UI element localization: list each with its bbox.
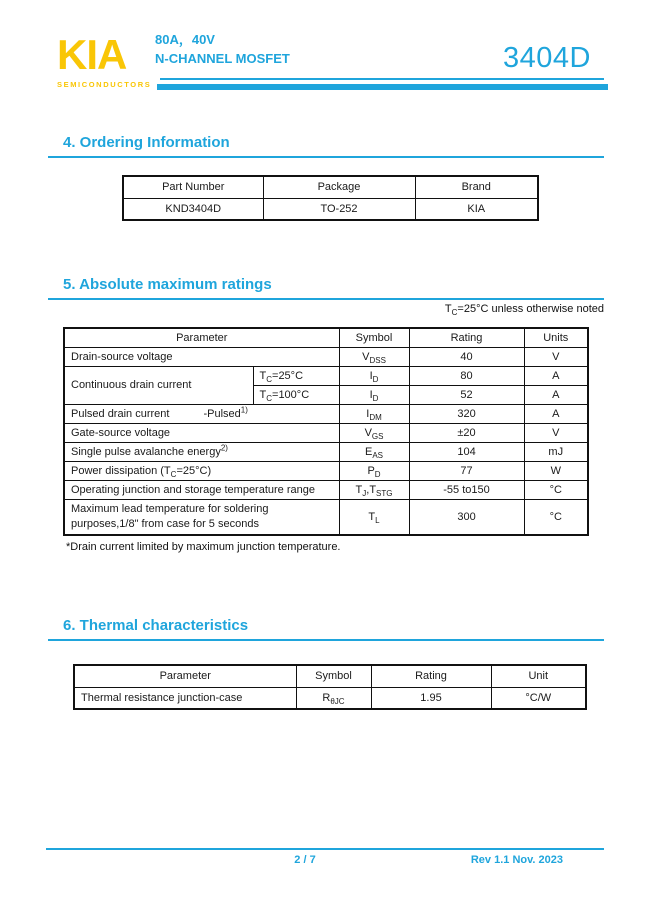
part-number-title: 3404D	[503, 42, 591, 74]
amr-param-pulsed-drain-current	[64, 404, 339, 423]
thermal-header-symbol: Symbol	[296, 665, 371, 687]
ordering-header-brand: Brand	[415, 176, 538, 198]
amr-header-symbol: Symbol	[339, 328, 409, 347]
thermal-characteristics-table	[73, 664, 587, 710]
amr-header-parameter: Parameter	[64, 328, 339, 347]
cond-text: =100°C	[272, 388, 310, 401]
amr-row-idm	[64, 404, 588, 423]
cond-sub: C	[266, 374, 273, 384]
amr-header-units: Units	[524, 328, 588, 347]
symbol-base: V	[362, 350, 370, 363]
amr-row-vgs	[64, 423, 588, 442]
drain-current-footnote: *Drain current limited by maximum junction temperature.	[66, 541, 341, 553]
amr-row-pd	[64, 461, 588, 480]
thermal-header-row	[74, 665, 586, 687]
amr-units-id-25c: A	[524, 366, 588, 385]
header-thick-divider	[157, 84, 608, 90]
device-spec	[155, 31, 290, 69]
symbol-sub: AS	[372, 450, 384, 460]
spec-line-ratings: 80A，40V	[155, 32, 215, 47]
amr-param-operating-temp-range: Operating junction and storage temperature range	[64, 480, 339, 499]
amr-symbol-vgs	[339, 423, 409, 442]
amr-rating-tj-tstg: -55 to150	[409, 480, 524, 499]
amr-header-row	[64, 328, 588, 347]
amr-symbol-idm	[339, 404, 409, 423]
amr-symbol-pd	[339, 461, 409, 480]
thermal-symbol-rjc	[296, 687, 371, 709]
symbol-sub: D	[374, 469, 381, 479]
symbol-sub: L	[375, 515, 380, 525]
thermal-data-row	[74, 687, 586, 709]
footer-divider	[46, 848, 604, 850]
symbol-base: T	[355, 483, 363, 496]
param-text-post: =25°C)	[176, 464, 212, 477]
symbol-separator: ,	[366, 483, 370, 496]
ordering-header-package: Package	[263, 176, 415, 198]
ordering-header-row	[123, 176, 538, 198]
param-text: Pulsed drain current	[71, 407, 170, 420]
symbol-sub: GS	[371, 431, 384, 441]
brand-logo	[57, 31, 152, 89]
cond-sub: C	[266, 393, 273, 403]
page-number: 2 / 7	[294, 854, 316, 866]
amr-units-tj-tstg: °C	[524, 480, 588, 499]
header-thin-divider	[160, 78, 604, 80]
amr-symbol-id2	[339, 385, 409, 404]
amr-rating-id-100c: 52	[409, 385, 524, 404]
note-subscript: C	[451, 308, 458, 318]
symbol-base: P	[367, 464, 375, 477]
amr-row-vdss	[64, 347, 588, 366]
revision-label: Rev 1.1 Nov. 2023	[470, 854, 563, 866]
symbol-base2: T	[369, 483, 377, 496]
conditions-note	[444, 303, 604, 318]
thermal-header-rating: Rating	[371, 665, 491, 687]
amr-units-pd: W	[524, 461, 588, 480]
logo-subtext: SEMICONDUCTORS	[57, 79, 152, 89]
symbol-base: E	[365, 445, 373, 458]
amr-param-gate-source-voltage: Gate-source voltage	[64, 423, 339, 442]
section4-underline	[48, 156, 604, 158]
amr-units-vgs: V	[524, 423, 588, 442]
symbol-sub: θJC	[330, 696, 345, 706]
symbol-base: T	[368, 510, 376, 523]
cond-base: T	[259, 369, 267, 382]
amr-param-lead-temperature: Maximum lead temperature for soldering purposes,1/8" from case for 5 seconds	[64, 499, 339, 535]
cond-text: =25°C	[272, 369, 304, 382]
amr-units-tl: °C	[524, 499, 588, 535]
ordering-package: TO-252	[263, 198, 415, 220]
amr-rating-id-25c: 80	[409, 366, 524, 385]
thermal-header-parameter: Parameter	[74, 665, 296, 687]
footnote-ref-2: 2)	[220, 442, 228, 452]
amr-row-id-25c	[64, 366, 588, 385]
symbol-sub: DM	[369, 412, 382, 422]
amr-symbol-tj-tstg	[339, 480, 409, 499]
amr-row-tj-tstg	[64, 480, 588, 499]
amr-symbol-id	[339, 366, 409, 385]
ordering-header-part-number: Part Number	[123, 176, 263, 198]
thermal-rating-rjc: 1.95	[371, 687, 491, 709]
amr-rating-pd: 77	[409, 461, 524, 480]
amr-units-vdss: V	[524, 347, 588, 366]
cond-base: T	[259, 388, 267, 401]
amr-rating-eas: 104	[409, 442, 524, 461]
amr-param-avalanche-energy	[64, 442, 339, 461]
thermal-unit-rjc: °C/W	[491, 687, 586, 709]
absolute-maximum-ratings-table	[63, 327, 589, 536]
ordering-brand: KIA	[415, 198, 538, 220]
note-text: =25°C unless otherwise noted	[457, 303, 604, 315]
ordering-data-row	[123, 198, 538, 220]
amr-units-idm: A	[524, 404, 588, 423]
amr-header-rating: Rating	[409, 328, 524, 347]
symbol-base: R	[322, 691, 331, 704]
symbol-sub: DSS	[369, 355, 386, 365]
amr-symbol-tl	[339, 499, 409, 535]
param-text2: -Pulsed	[203, 407, 241, 420]
amr-cond-tc100	[253, 385, 339, 404]
amr-units-eas: mJ	[524, 442, 588, 461]
footnote-ref-1: 1)	[240, 404, 248, 414]
section6-title: 6. Thermal characteristics	[63, 617, 249, 634]
note-symbol: T	[444, 303, 452, 315]
symbol-base: I	[369, 388, 373, 401]
amr-param-drain-source-voltage: Drain-source voltage	[64, 347, 339, 366]
section4-title: 4. Ordering Information	[63, 134, 230, 151]
amr-rating-vdss: 40	[409, 347, 524, 366]
amr-symbol-vdss	[339, 347, 409, 366]
amr-row-tl	[64, 499, 588, 535]
amr-units-id-100c: A	[524, 385, 588, 404]
thermal-param-rjc: Thermal resistance junction-case	[74, 687, 296, 709]
thermal-header-unit: Unit	[491, 665, 586, 687]
symbol-sub: D	[372, 393, 379, 403]
amr-param-power-dissipation	[64, 461, 339, 480]
amr-rating-vgs: ±20	[409, 423, 524, 442]
amr-cond-tc25	[253, 366, 339, 385]
amr-rating-idm: 320	[409, 404, 524, 423]
logo-wordmark: KIA	[57, 31, 127, 78]
section5-underline	[48, 298, 604, 300]
section5-title: 5. Absolute maximum ratings	[63, 276, 272, 293]
symbol-sub: J	[362, 488, 367, 498]
param-text: Power dissipation (T	[71, 464, 171, 477]
symbol-sub2: STG	[376, 488, 393, 498]
amr-symbol-eas	[339, 442, 409, 461]
amr-param-continuous-drain-current: Continuous drain current	[64, 366, 253, 404]
section6-underline	[48, 639, 604, 641]
amr-row-eas	[64, 442, 588, 461]
symbol-base: V	[364, 426, 372, 439]
amr-rating-tl: 300	[409, 499, 524, 535]
symbol-base: I	[369, 369, 373, 382]
symbol-base: I	[366, 407, 370, 420]
ordering-table	[122, 175, 539, 221]
param-text: Single pulse avalanche energy	[71, 445, 221, 458]
param-sub: C	[170, 469, 177, 479]
symbol-sub: D	[372, 374, 379, 384]
ordering-part-number: KND3404D	[123, 198, 263, 220]
spec-line-type: N-CHANNEL MOSFET	[155, 50, 290, 66]
